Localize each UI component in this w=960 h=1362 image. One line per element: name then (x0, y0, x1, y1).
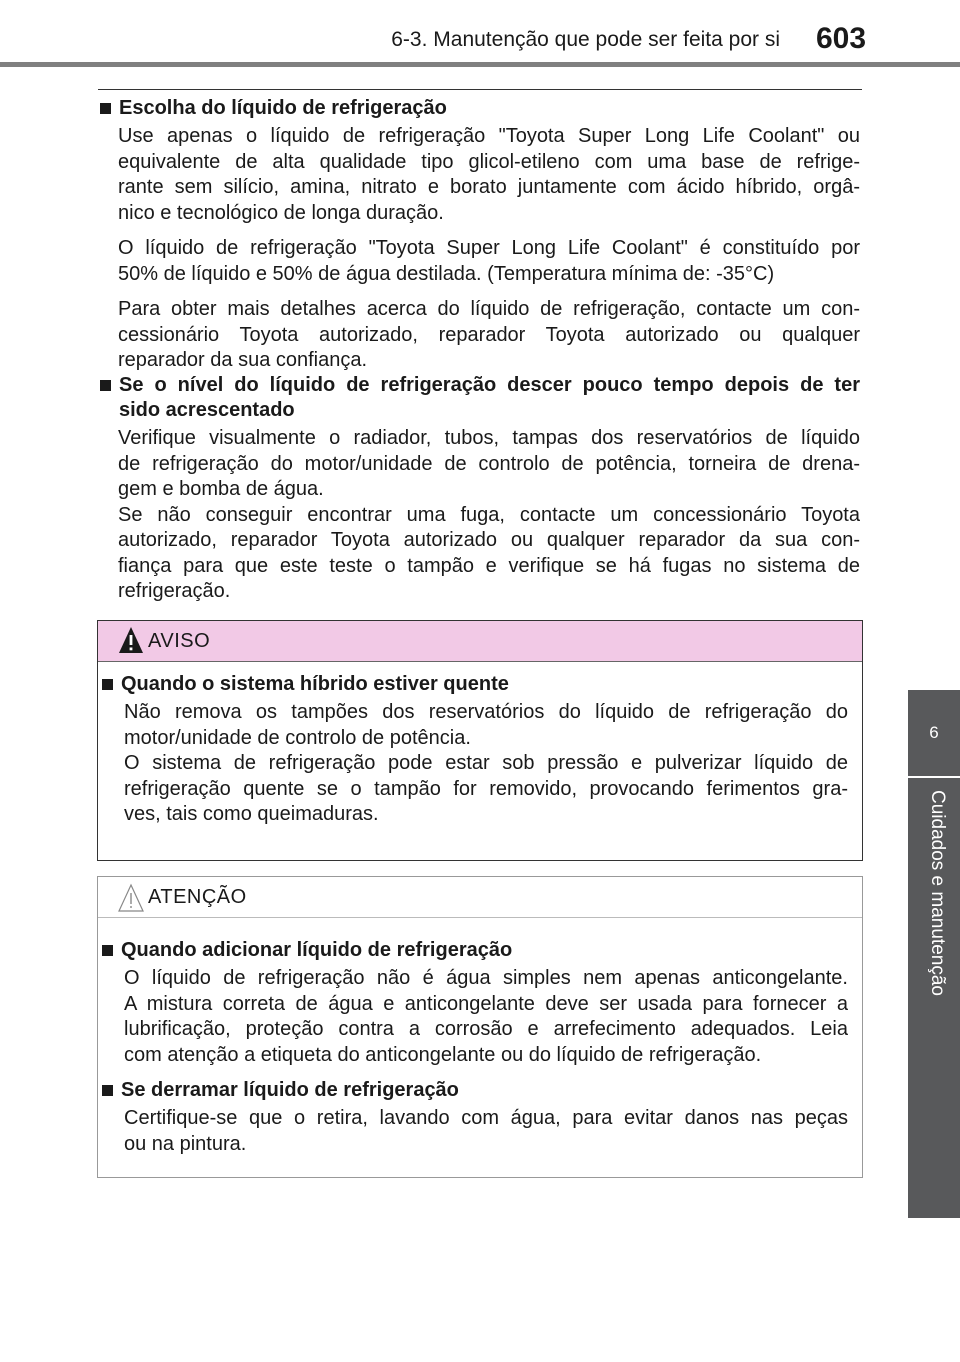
section-heading: Escolha do líquido de refrigeração (98, 96, 860, 121)
warning-box-title: AVISO (148, 630, 211, 652)
chapter-label: Cuidados e manutenção (927, 790, 948, 996)
paragraph: Use apenas o líquido de refrigeração "Toyota Super Long Life Coolant" ou equivalente de alta qualidade tipo glicol-etileno com uma base de refrige- rante sem silício, amina, nitrato e borato juntamente com ácido híbrido, orgâ- nico e tecnológico de longa duração. (118, 125, 860, 224)
square-bullet-icon (100, 103, 111, 114)
warning-box (97, 620, 863, 861)
caution-box (97, 876, 863, 1178)
warning-triangle-icon (118, 625, 144, 655)
caution-paragraph: O líquido de refrigeração não é água simples nem apenas anticongelante. A mistura correta de água e anticongelante deve ser usada para fornecer a lubrificação, proteção contra a corrosão e arrefecimento adequados. Leia com atenção a etiqueta do anticongelante ou do líquido de refrigeração. (124, 967, 848, 1066)
caution-heading: Quando adicionar líquido de refrigeração (100, 938, 862, 963)
section-coolant-choice (98, 96, 860, 374)
warning-heading: Quando o sistema híbrido estiver quente (100, 672, 862, 697)
warning-box-body (98, 662, 862, 828)
square-bullet-icon (102, 1085, 113, 1096)
caution-box-header (98, 877, 862, 918)
warning-paragraph: Não remova os tampões dos reservatórios do líquido de refrigeração do motor/unidade de controlo de potência. O sistema de refrigeração pode estar sob pressão e pulverizar líquido de refrigeração quente se o tampão for removido, provocando ferimentos gra- ves, tais como queimaduras. (124, 701, 848, 825)
section-coolant-level-drop (98, 373, 860, 605)
chapter-tab (908, 690, 960, 776)
square-bullet-icon (100, 380, 111, 391)
chapter-label-bar (908, 778, 960, 1218)
section-heading: Se o nível do líquido de refrigeração descer pouco tempo depois de ter sido acrescentado (98, 373, 860, 423)
caution-paragraph: Certifique-se que o retira, lavando com água, para evitar danos nas peças ou na pintura. (124, 1107, 848, 1155)
square-bullet-icon (102, 679, 113, 690)
caution-box-title: ATENÇÃO (148, 886, 247, 908)
paragraph: Verifique visualmente o radiador, tubos, tampas dos reservatórios de líquido de refrigeração do motor/unidade de controlo de potência, torneira de drena- gem e bomba de água. Se não conseguir encontrar uma fuga, contacte um concessionário Toyota autorizado, reparador Toyota autorizado ou qualquer reparador da sua con- fiança para que este teste o tampão e verifique se há fugas no sistema de refrigeração. (118, 427, 860, 602)
caution-triangle-icon (118, 883, 144, 913)
page-number: 603 (815, 22, 867, 55)
chapter-number: 6 (929, 723, 939, 742)
square-bullet-icon (102, 945, 113, 956)
content-top-rule (98, 89, 862, 90)
header-rule (0, 62, 960, 67)
caution-box-body (98, 918, 862, 1157)
paragraph: Para obter mais detalhes acerca do líquido de refrigeração, contacte um con- cessionário Toyota autorizado, reparador Toyota autorizado ou qualquer reparador da sua confiança. (118, 298, 860, 371)
header-title: 6-3. Manutenção que pode ser feita por si (391, 28, 780, 51)
caution-heading: Se derramar líquido de refrigeração (100, 1078, 862, 1103)
paragraph: O líquido de refrigeração "Toyota Super Long Life Coolant" é constituído por 50% de líquido e 50% de água destilada. (Temperatura mínima de: -35°C) (118, 237, 860, 285)
warning-box-header (98, 621, 862, 662)
